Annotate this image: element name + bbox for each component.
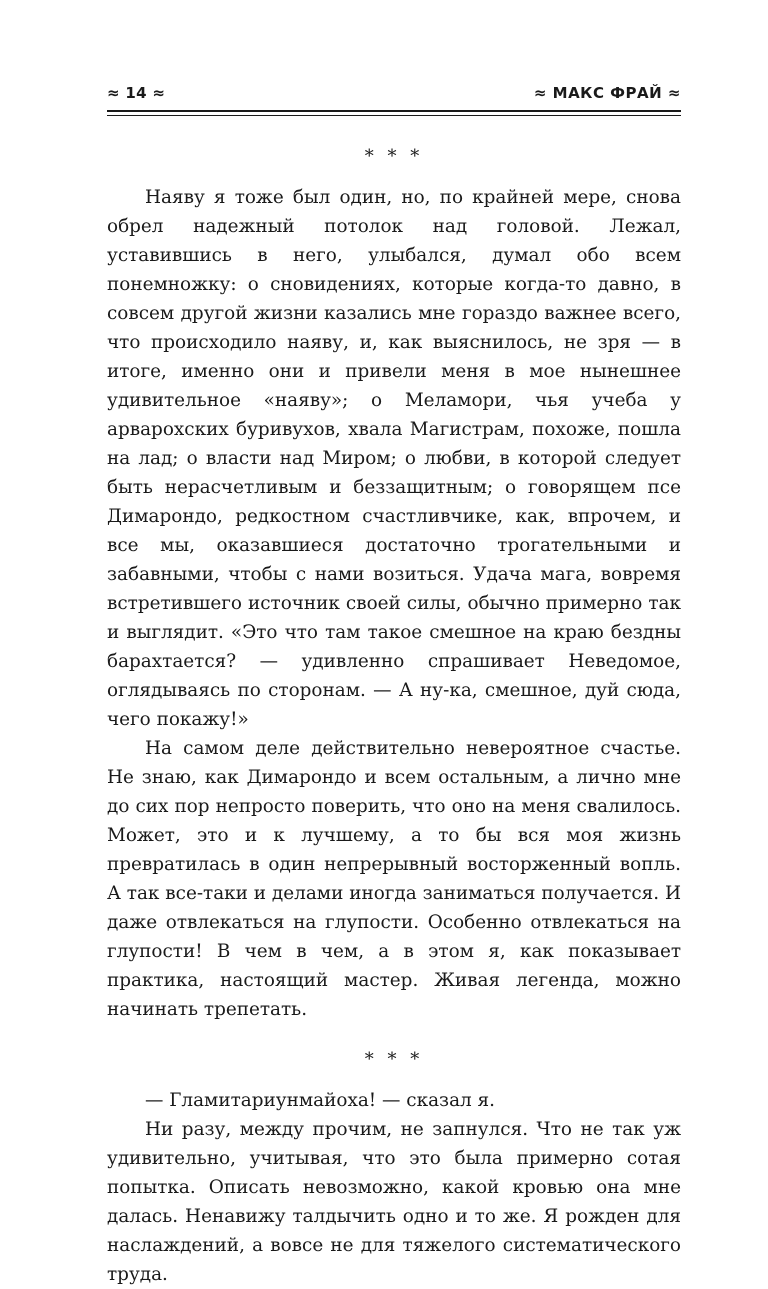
dialogue-line: — Гламитариунмайоха! — сказал я. — [145, 1090, 496, 1111]
paragraph: Наяву я тоже был один, но, по крайней мере, снова обрел надежный потолок над головой. Лежал, уставившись в него, улыбался, думал обо всем понемножку: о сновидениях, которые когда-то давно, в совсем другой жизни казались мне гораздо важнее всего, что происходило наяву, и, как выяснилось, не зря — в итоге, именно они и привели меня в мое нынешнее удивительное «наяву»; о Меламори, чья учеба у арварохских буривухов, хвала Магистрам, похоже, пошла на лад; о власти над Миром; о любви, в которой следует быть нерасчетливым и беззащитным; о говорящем псе Димарондо, редкостном счастливчике, как, впрочем, и все мы, оказавшиеся достаточно трогательными и забавными, чтобы с нами возиться. Удача мага, вовремя встретившего источник своей силы, обычно примерно так и выглядит. «Это что там такое смешное на краю бездны барахтается? — удивленно спрашивает Неведомое, оглядываясь по сторонам. — А ну-ка, смешное, дуй сюда, чего покажу!» — [107, 187, 681, 730]
running-header — [107, 84, 681, 106]
header-rule-thin — [107, 115, 681, 116]
header-rule-thick — [107, 110, 681, 112]
paragraph: Ни разу, между прочим, не запнулся. Что не так уж удивительно, учитывая, что это была примерно сотая попытка. Описать невозможно, какой кровью она мне далась. Ненавижу талдычить одно и то же. Я рожден для наслаждений, а вовсе не для тяжелого систематического труда. — [107, 1119, 681, 1285]
author-name: ≈ МАКС ФРАЙ ≈ — [533, 84, 681, 102]
paragraph: На самом деле действительно невероятное счастье. Не знаю, как Димарондо и всем остальным, а лично мне до сих пор непросто поверить, что оно на меня свалилось. Может, это и к лучшему, а то бы вся моя жизнь превратилась в один непрерывный восторженный вопль. А так все-таки и делами иногда заниматься получается. И даже отвлекаться на глупости. Особенно отвлекаться на глупости! В чем в чем, а в этом я, как показывает практика, настоящий мастер. Живая легенда, можно начинать трепетать. — [107, 738, 681, 1020]
section-separator: * * * — [364, 146, 424, 167]
body-text — [107, 142, 681, 1289]
section-separator: * * * — [364, 1049, 424, 1070]
page-number: ≈ 14 ≈ — [107, 84, 166, 102]
